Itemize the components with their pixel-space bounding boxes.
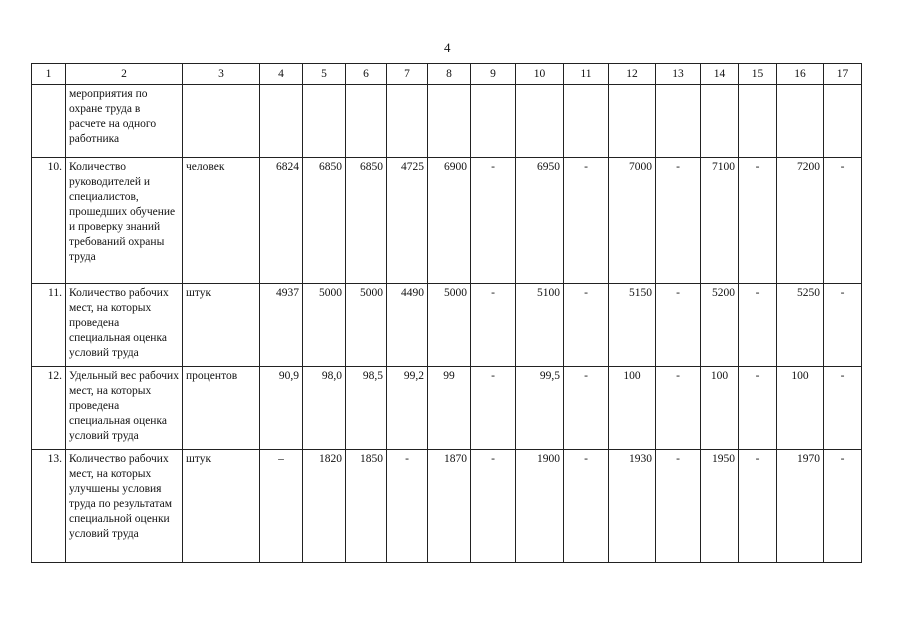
value-cell: - xyxy=(656,367,701,450)
header-cell: 9 xyxy=(471,64,516,85)
header-cell: 17 xyxy=(824,64,862,85)
value-cell: 100 xyxy=(701,367,739,450)
value-cell: 7100 xyxy=(701,158,739,284)
value-cell xyxy=(656,85,701,158)
indicator-name: Количество руководителей и специалистов, прошедших обучение и проверку знаний требований охраны труда xyxy=(66,158,183,284)
value-cell: 99 xyxy=(428,367,471,450)
value-cell: - xyxy=(824,450,862,563)
header-cell: 8 xyxy=(428,64,471,85)
value-cell: 1820 xyxy=(303,450,346,563)
value-cell: 99,2 xyxy=(387,367,428,450)
header-cell: 4 xyxy=(260,64,303,85)
indicator-name: мероприятия по охране труда в расчете на одного работника xyxy=(66,85,183,158)
value-cell: - xyxy=(656,284,701,367)
value-cell: - xyxy=(471,450,516,563)
row-index xyxy=(32,85,66,158)
value-cell: 1930 xyxy=(609,450,656,563)
value-cell: - xyxy=(739,367,777,450)
value-cell: - xyxy=(564,284,609,367)
value-cell: 1950 xyxy=(701,450,739,563)
value-cell xyxy=(471,85,516,158)
unit-cell xyxy=(183,85,260,158)
value-cell: 5100 xyxy=(516,284,564,367)
value-cell: 1850 xyxy=(346,450,387,563)
header-cell: 14 xyxy=(701,64,739,85)
value-cell: 6900 xyxy=(428,158,471,284)
row-index: 10. xyxy=(32,158,66,284)
unit-cell: человек xyxy=(183,158,260,284)
value-cell: 1900 xyxy=(516,450,564,563)
value-cell: 5000 xyxy=(346,284,387,367)
header-cell: 6 xyxy=(346,64,387,85)
value-cell xyxy=(777,85,824,158)
value-cell xyxy=(260,85,303,158)
header-cell: 10 xyxy=(516,64,564,85)
value-cell: 7000 xyxy=(609,158,656,284)
row-index: 13. xyxy=(32,450,66,563)
unit-cell: штук xyxy=(183,450,260,563)
header-cell: 3 xyxy=(183,64,260,85)
value-cell: - xyxy=(564,367,609,450)
table-row xyxy=(32,284,862,367)
value-cell xyxy=(609,85,656,158)
header-cell: 13 xyxy=(656,64,701,85)
header-cell: 7 xyxy=(387,64,428,85)
header-cell: 5 xyxy=(303,64,346,85)
value-cell: 1970 xyxy=(777,450,824,563)
value-cell: - xyxy=(739,158,777,284)
value-cell: 6950 xyxy=(516,158,564,284)
value-cell xyxy=(387,85,428,158)
value-cell: - xyxy=(471,158,516,284)
value-cell: – xyxy=(260,450,303,563)
indicator-name: Количество рабочих мест, на которых проведена специальная оценка условий труда xyxy=(66,284,183,367)
value-cell: 7200 xyxy=(777,158,824,284)
value-cell xyxy=(346,85,387,158)
value-cell: - xyxy=(656,158,701,284)
value-cell xyxy=(739,85,777,158)
value-cell: 4937 xyxy=(260,284,303,367)
value-cell xyxy=(303,85,346,158)
value-cell: 6850 xyxy=(346,158,387,284)
value-cell: - xyxy=(656,450,701,563)
value-cell: 98,5 xyxy=(346,367,387,450)
table-row xyxy=(32,85,862,158)
value-cell: - xyxy=(824,367,862,450)
unit-cell: процентов xyxy=(183,367,260,450)
row-index: 11. xyxy=(32,284,66,367)
header-cell: 16 xyxy=(777,64,824,85)
value-cell: - xyxy=(824,284,862,367)
header-row xyxy=(32,64,862,85)
value-cell: 5250 xyxy=(777,284,824,367)
value-cell: - xyxy=(739,284,777,367)
value-cell: 4725 xyxy=(387,158,428,284)
value-cell: - xyxy=(739,450,777,563)
page-number: 4 xyxy=(444,40,451,55)
header-cell: 11 xyxy=(564,64,609,85)
value-cell: 100 xyxy=(609,367,656,450)
value-cell: 5000 xyxy=(428,284,471,367)
value-cell xyxy=(428,85,471,158)
unit-cell: штук xyxy=(183,284,260,367)
value-cell: 100 xyxy=(777,367,824,450)
value-cell: 6850 xyxy=(303,158,346,284)
indicator-name: Количество рабочих мест, на которых улучшены условия труда по результатам специальной оценки условий труда xyxy=(66,450,183,563)
value-cell: 6824 xyxy=(260,158,303,284)
value-cell: 1870 xyxy=(428,450,471,563)
indicators-table xyxy=(31,63,862,563)
header-cell: 1 xyxy=(32,64,66,85)
header-cell: 12 xyxy=(609,64,656,85)
value-cell xyxy=(824,85,862,158)
value-cell: 5150 xyxy=(609,284,656,367)
header-cell: 2 xyxy=(66,64,183,85)
value-cell xyxy=(701,85,739,158)
value-cell: 5200 xyxy=(701,284,739,367)
table-row xyxy=(32,367,862,450)
value-cell: 4490 xyxy=(387,284,428,367)
value-cell: 98,0 xyxy=(303,367,346,450)
value-cell: - xyxy=(471,367,516,450)
value-cell: 5000 xyxy=(303,284,346,367)
value-cell xyxy=(516,85,564,158)
table-row xyxy=(32,450,862,563)
value-cell: - xyxy=(564,158,609,284)
value-cell xyxy=(564,85,609,158)
value-cell: 99,5 xyxy=(516,367,564,450)
row-index: 12. xyxy=(32,367,66,450)
value-cell: - xyxy=(471,284,516,367)
value-cell: - xyxy=(824,158,862,284)
value-cell: 90,9 xyxy=(260,367,303,450)
value-cell: - xyxy=(387,450,428,563)
header-cell: 15 xyxy=(739,64,777,85)
table-row xyxy=(32,158,862,284)
value-cell: - xyxy=(564,450,609,563)
indicator-name: Удельный вес рабочих мест, на которых проведена специальная оценка условий труда xyxy=(66,367,183,450)
